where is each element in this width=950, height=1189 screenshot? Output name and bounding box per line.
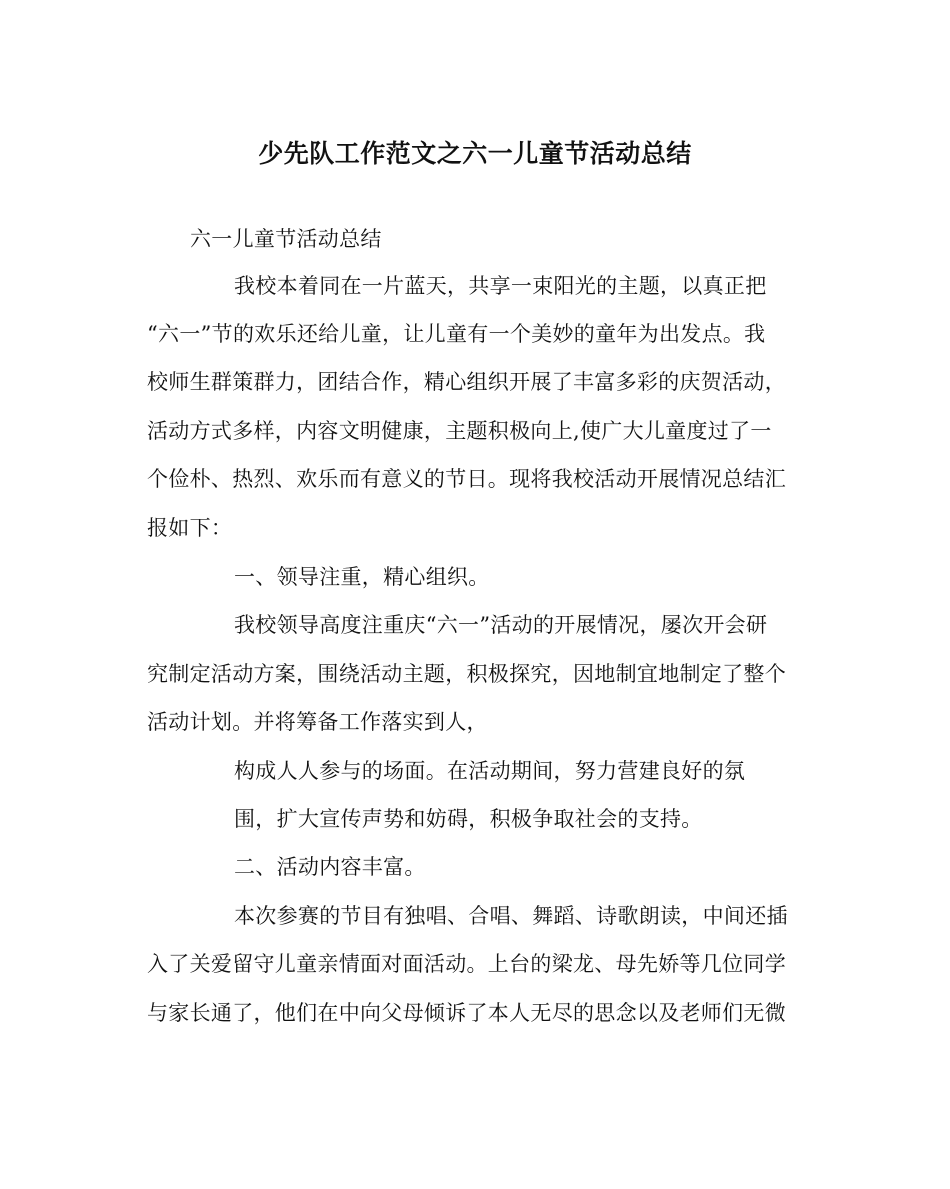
paragraph-line: 与家长通了，他们在中向父母倾诉了本人无尽的思念以及老师们无微 <box>147 1001 786 1025</box>
paragraph-line: 构成人人参与的场面。在活动期间，努力营建良好的氛 <box>234 759 746 783</box>
paragraph-line: 究制定活动方案，围绕活动主题，积极探究，因地制宜地制定了整个 <box>147 662 786 686</box>
section-heading: 二、活动内容丰富。 <box>234 855 426 879</box>
document-title: 少先队工作范文之六一儿童节活动总结 <box>258 139 692 168</box>
paragraph-line: 个俭朴、热烈、欢乐而有意义的节日。现将我校活动开展情况总结汇 <box>147 467 786 491</box>
paragraph-line: 入了关爱留守儿童亲情面对面活动。上台的梁龙、母先娇等几位同学 <box>147 952 786 976</box>
paragraph-line: “六一”节的欢乐还给儿童，让儿童有一个美妙的童年为出发点。我 <box>147 322 766 346</box>
paragraph-line: 活动方式多样，内容文明健康，主题积极向上,使广大儿童度过了一 <box>147 419 772 443</box>
document-subtitle: 六一儿童节活动总结 <box>190 227 382 251</box>
paragraph-line: 校师生群策群力，团结合作，精心组织开展了丰富多彩的庆贺活动， <box>147 370 786 394</box>
paragraph-line: 本次参赛的节目有独唱、合唱、舞蹈、诗歌朗读，中间还插 <box>234 904 788 928</box>
paragraph-line: 报如下： <box>147 516 233 540</box>
paragraph-line: 我校领导高度注重庆“六一”活动的开展情况，屡次开会研 <box>234 613 768 637</box>
paragraph-line: 围，扩大宣传声势和妨碍，积极争取社会的支持。 <box>234 807 703 831</box>
section-heading: 一、领导注重，精心组织。 <box>234 565 490 589</box>
paragraph-line: 我校本着同在一片蓝天，共享一束阳光的主题，以真正把 <box>234 274 767 298</box>
paragraph-line: 活动计划。并将筹备工作落实到人， <box>147 710 488 734</box>
